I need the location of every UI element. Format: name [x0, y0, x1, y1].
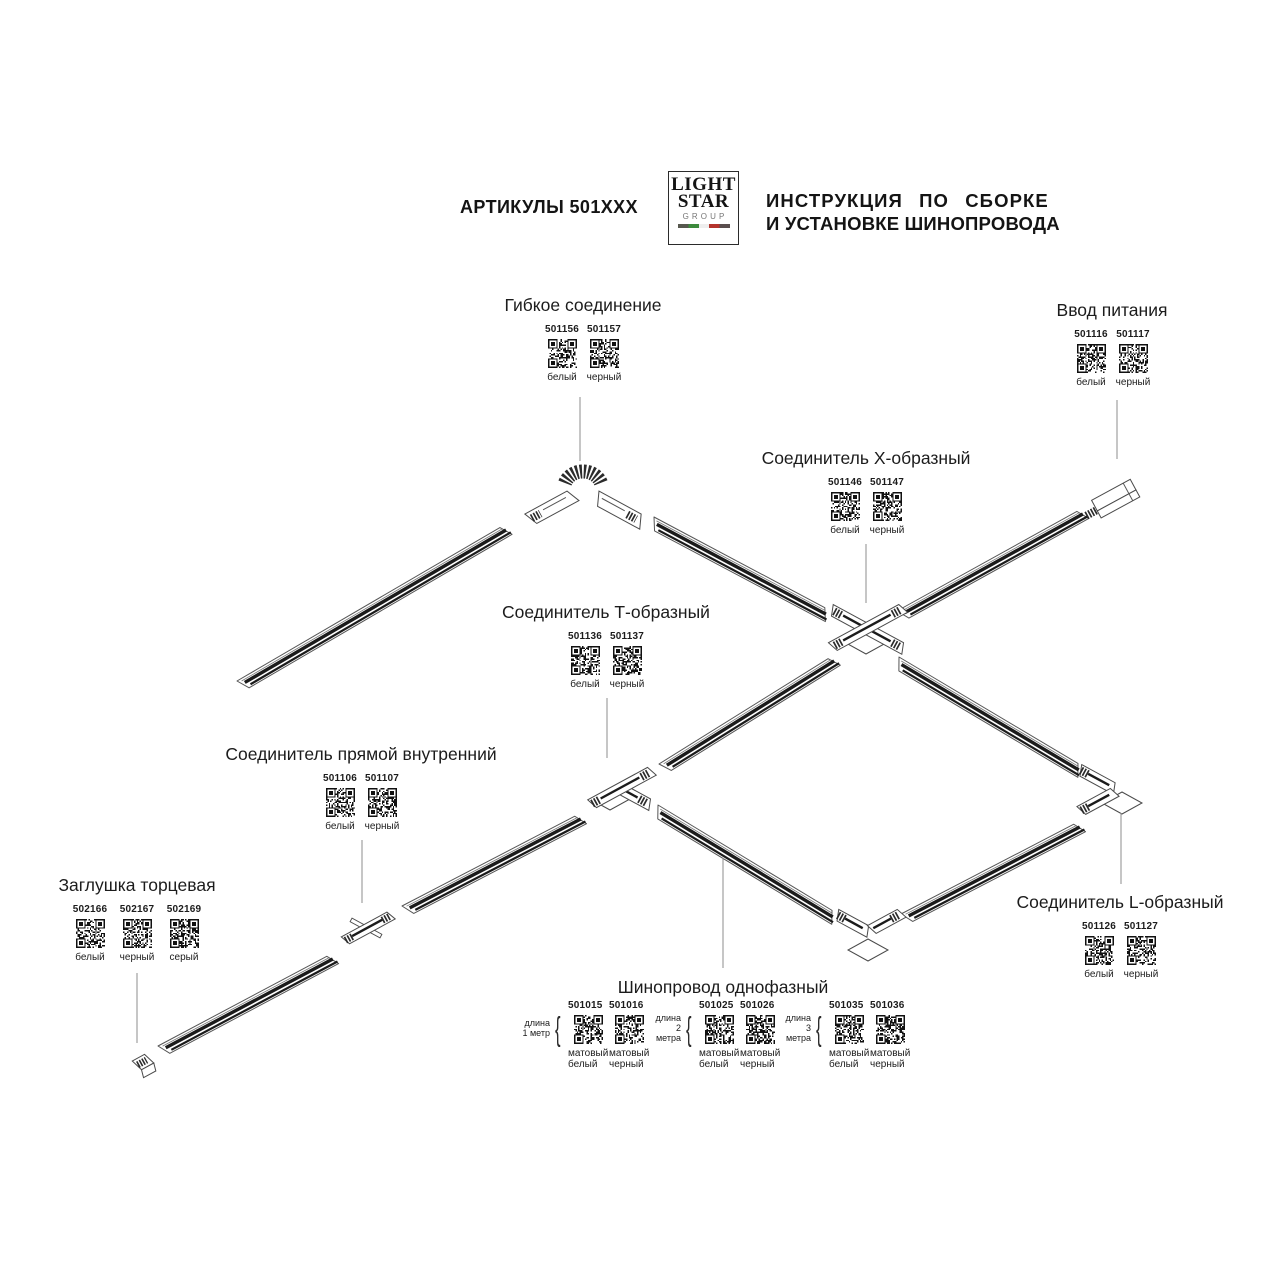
group-title: Шинопровод однофазный: [617, 977, 829, 997]
length-label: длина 3 метра: [785, 1013, 811, 1043]
color-label: матовый черный: [870, 1048, 911, 1070]
qr-code: [1077, 344, 1106, 373]
group-x-connector: [756, 448, 976, 536]
color-label: черный: [1115, 377, 1151, 388]
article-item: [1071, 329, 1111, 388]
color-label: матовый белый: [568, 1048, 609, 1070]
end-cap-drawing: [132, 1052, 157, 1078]
group-straight-connector: [221, 744, 501, 832]
article-number: 501147: [869, 477, 905, 488]
group-power-feed: [1002, 300, 1222, 388]
article-item: [584, 324, 624, 383]
article-item: [825, 477, 865, 536]
qr-code: [1119, 344, 1148, 373]
article-item: [320, 773, 360, 832]
logo-group: GROUP: [682, 212, 728, 221]
power-feed-drawing: [1081, 479, 1140, 523]
article-number: 501026: [740, 1000, 775, 1011]
qr-code: [590, 339, 619, 368]
article-number: 501136: [567, 631, 603, 642]
group-title: Соединитель L-образный: [1016, 892, 1224, 912]
flexible-connector-drawing: [525, 471, 647, 529]
article-number: 502167: [119, 904, 155, 915]
group-t-connector: [496, 602, 716, 690]
group-end-cap: [22, 875, 252, 963]
group-title: Ввод питания: [1056, 300, 1168, 320]
qr-code: [746, 1015, 775, 1044]
length-brace: {: [555, 1009, 561, 1047]
article-number: 501126: [1081, 921, 1117, 932]
color-label: черный: [586, 372, 622, 383]
article-number: 501106: [322, 773, 358, 784]
color-label: матовый белый: [829, 1048, 870, 1070]
page-title-line2: И УСТАНОВКЕ ШИНОПРОВОДА: [766, 213, 1060, 234]
track-rail: [893, 657, 1084, 777]
article-number: 502166: [72, 904, 108, 915]
group-l-connector: [1010, 892, 1230, 980]
qr-code: [705, 1015, 734, 1044]
track-subgroup-2m: [651, 1000, 780, 1070]
track-rail: [237, 524, 512, 691]
straight-connector-drawing: [341, 910, 395, 946]
qr-code: [571, 646, 600, 675]
article-item: [607, 631, 647, 690]
color-label: черный: [609, 679, 645, 690]
group-title: Гибкое соединение: [504, 295, 662, 315]
color-label: белый: [830, 525, 860, 536]
article-item: [740, 1000, 780, 1070]
color-label: белый: [325, 821, 355, 832]
length-brace: {: [686, 1009, 692, 1047]
qr-code: [876, 1015, 905, 1044]
article-item: [565, 631, 605, 690]
article-number: 501156: [544, 324, 580, 335]
track-subgroup-1m: [520, 1000, 649, 1070]
group-title: Соединитель Х-образный: [761, 448, 971, 468]
group-title: Соединитель прямой внутренний: [225, 744, 497, 764]
article-number: 501137: [609, 631, 645, 642]
qr-code: [76, 919, 105, 948]
article-item: [699, 1000, 739, 1070]
logo-star: STAR: [677, 190, 730, 212]
article-item: [568, 1000, 608, 1070]
group-flexible-connector: [473, 295, 693, 383]
color-label: белый: [570, 679, 600, 690]
color-label: черный: [869, 525, 905, 536]
article-number: 501117: [1116, 329, 1150, 340]
group-title: Заглушка торцевая: [58, 875, 216, 895]
color-label: матовый белый: [699, 1048, 740, 1070]
track-rail: [158, 953, 339, 1057]
qr-code: [835, 1015, 864, 1044]
article-item: [867, 477, 907, 536]
article-number: 502169: [166, 904, 202, 915]
qr-code: [1127, 936, 1156, 965]
article-number: 501036: [870, 1000, 905, 1011]
qr-code: [574, 1015, 603, 1044]
articles-heading: АРТИКУЛЫ 501ХХХ: [460, 197, 638, 217]
article-number: 501146: [827, 477, 863, 488]
page-title-line1: ИНСТРУКЦИЯ ПО СБОРКЕ: [766, 190, 1049, 211]
color-label: белый: [1076, 377, 1106, 388]
track-rail: [652, 805, 838, 924]
article-number: 501157: [586, 324, 622, 335]
article-number: 501107: [364, 773, 400, 784]
article-item: [870, 1000, 910, 1070]
article-item: [164, 904, 204, 963]
group-title: Соединитель Т-образный: [502, 602, 710, 622]
article-item: [117, 904, 157, 963]
qr-code: [368, 788, 397, 817]
article-item: [542, 324, 582, 383]
corner-connector-drawing: [833, 908, 906, 961]
article-number: 501025: [699, 1000, 734, 1011]
article-number: 501015: [568, 1000, 603, 1011]
track-subgroup-3m: [781, 1000, 910, 1070]
qr-code: [831, 492, 860, 521]
article-item: [1121, 921, 1161, 980]
length-label: длина 1 метр: [522, 1018, 550, 1038]
logo-light: LIGHT: [671, 174, 736, 195]
qr-code: [170, 919, 199, 948]
article-number: 501035: [829, 1000, 864, 1011]
qr-code: [548, 339, 577, 368]
article-number: 501016: [609, 1000, 644, 1011]
color-label: черный: [119, 952, 155, 963]
color-label: черный: [1123, 969, 1159, 980]
qr-code: [615, 1015, 644, 1044]
t-connector-drawing: [588, 765, 657, 810]
article-item: [1079, 921, 1119, 980]
color-label: матовый черный: [740, 1048, 781, 1070]
article-number: 501116: [1074, 329, 1108, 340]
x-connector-drawing: [828, 603, 908, 655]
article-item: [609, 1000, 649, 1070]
length-brace: {: [816, 1009, 822, 1047]
color-label: белый: [1084, 969, 1114, 980]
qr-code: [613, 646, 642, 675]
color-label: матовый черный: [609, 1048, 650, 1070]
article-item: [362, 773, 402, 832]
article-item: [829, 1000, 869, 1070]
color-label: белый: [75, 952, 105, 963]
qr-code: [1085, 936, 1114, 965]
l-connector-drawing: [1076, 765, 1142, 817]
qr-code: [326, 788, 355, 817]
length-label: длина 2 метра: [655, 1013, 681, 1043]
qr-code: [873, 492, 902, 521]
article-item: [1113, 329, 1153, 388]
article-number: 501127: [1123, 921, 1159, 932]
color-label: белый: [547, 372, 577, 383]
article-item: [70, 904, 110, 963]
qr-code: [123, 919, 152, 948]
color-label: черный: [364, 821, 400, 832]
color-label: серый: [169, 952, 199, 963]
